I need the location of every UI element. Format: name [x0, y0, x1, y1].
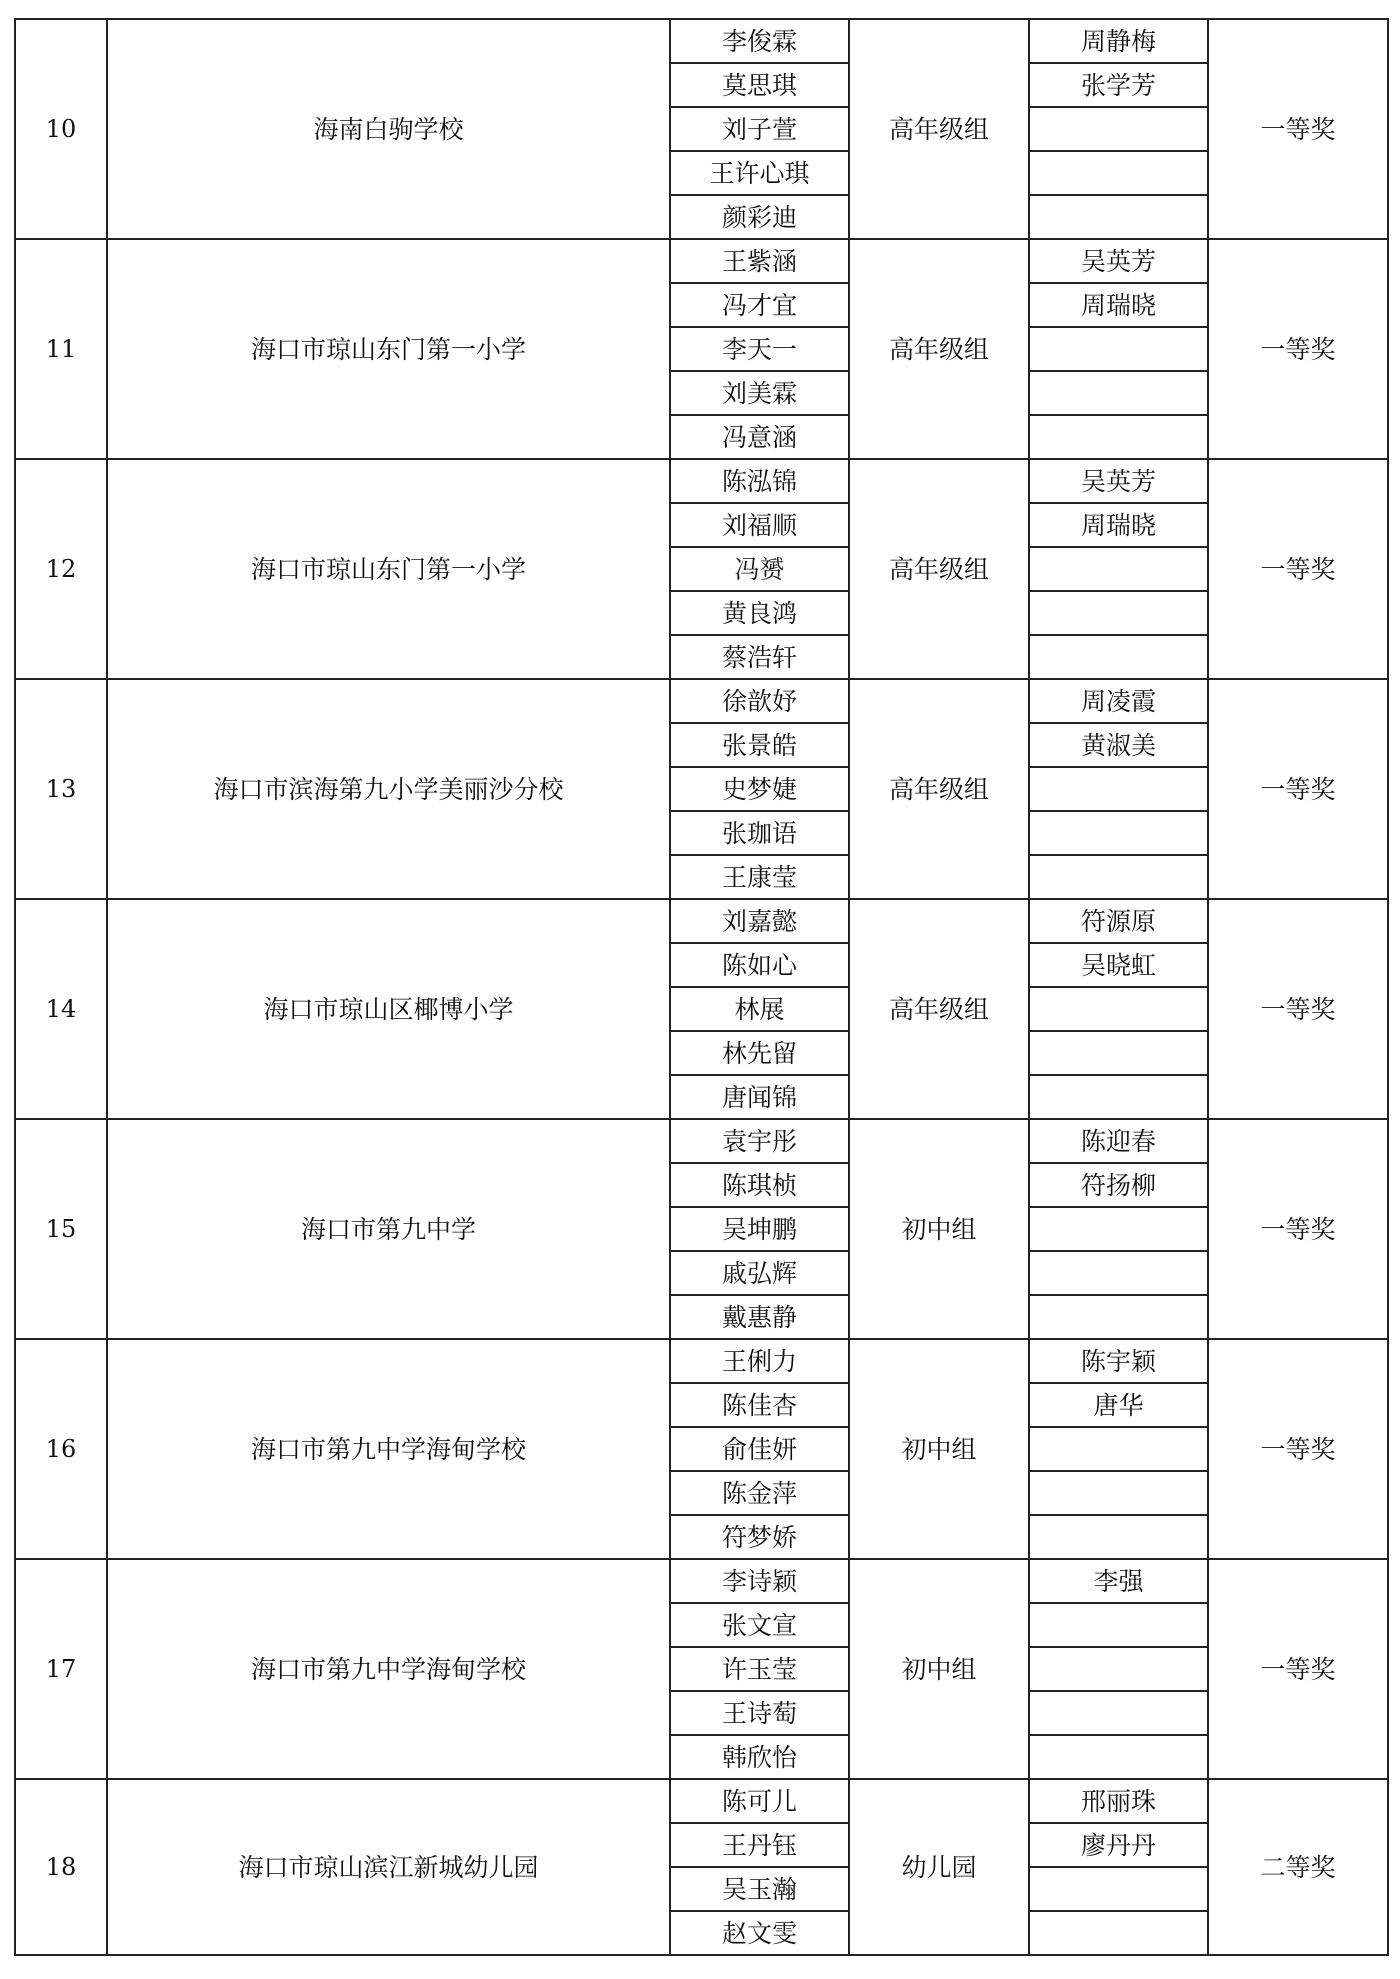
entry-number: 11 [15, 239, 107, 459]
teacher-name: 唐华 [1029, 1383, 1208, 1427]
student-name: 戴惠静 [670, 1295, 849, 1339]
student-name: 李诗颖 [670, 1559, 849, 1603]
award-level: 一等奖 [1208, 19, 1388, 239]
table-row [15, 1119, 1388, 1163]
student-name: 吴玉瀚 [670, 1867, 849, 1911]
student-name: 史梦婕 [670, 767, 849, 811]
student-name: 张珈语 [670, 811, 849, 855]
student-name: 陈琪桢 [670, 1163, 849, 1207]
student-name: 唐闻锦 [670, 1075, 849, 1119]
school-name: 海口市第九中学 [107, 1119, 670, 1339]
group-name: 高年级组 [849, 19, 1029, 239]
student-name: 袁宇彤 [670, 1119, 849, 1163]
student-name: 陈泓锦 [670, 459, 849, 503]
teacher-name [1029, 1471, 1208, 1515]
teacher-name: 符源原 [1029, 899, 1208, 943]
table-row [15, 1559, 1388, 1603]
group-name: 高年级组 [849, 679, 1029, 899]
student-name: 李天一 [670, 327, 849, 371]
teacher-name: 张学芳 [1029, 63, 1208, 107]
table-row [15, 679, 1388, 723]
school-name: 海口市琼山滨江新城幼儿园 [107, 1779, 670, 1955]
teacher-name [1029, 1603, 1208, 1647]
student-name: 蔡浩轩 [670, 635, 849, 679]
student-name: 符梦娇 [670, 1515, 849, 1559]
table-row [15, 1779, 1388, 1823]
group-name: 初中组 [849, 1339, 1029, 1559]
teacher-name [1029, 1867, 1208, 1911]
student-name: 张景皓 [670, 723, 849, 767]
teacher-name: 廖丹丹 [1029, 1823, 1208, 1867]
teacher-name [1029, 1911, 1208, 1955]
school-name: 海南白驹学校 [107, 19, 670, 239]
group-name: 初中组 [849, 1119, 1029, 1339]
teacher-name: 李强 [1029, 1559, 1208, 1603]
student-name: 莫思琪 [670, 63, 849, 107]
award-level: 一等奖 [1208, 679, 1388, 899]
teacher-name [1029, 1647, 1208, 1691]
student-name: 王诗萄 [670, 1691, 849, 1735]
entry-number: 10 [15, 19, 107, 239]
teacher-name: 陈迎春 [1029, 1119, 1208, 1163]
award-level: 二等奖 [1208, 1779, 1388, 1955]
teacher-name [1029, 855, 1208, 899]
teacher-name: 周静梅 [1029, 19, 1208, 63]
group-name: 高年级组 [849, 459, 1029, 679]
teacher-name [1029, 327, 1208, 371]
school-name: 海口市滨海第九小学美丽沙分校 [107, 679, 670, 899]
teacher-name [1029, 811, 1208, 855]
teacher-name [1029, 1691, 1208, 1735]
student-name: 林展 [670, 987, 849, 1031]
entry-number: 14 [15, 899, 107, 1119]
group-name: 幼儿园 [849, 1779, 1029, 1955]
award-level: 一等奖 [1208, 1339, 1388, 1559]
entry-number: 16 [15, 1339, 107, 1559]
student-name: 陈佳杏 [670, 1383, 849, 1427]
teacher-name [1029, 1735, 1208, 1779]
student-name: 冯意涵 [670, 415, 849, 459]
school-name: 海口市第九中学海甸学校 [107, 1339, 670, 1559]
table-row [15, 19, 1388, 63]
student-name: 陈如心 [670, 943, 849, 987]
award-level: 一等奖 [1208, 239, 1388, 459]
student-name: 张文宣 [670, 1603, 849, 1647]
school-name: 海口市琼山区椰博小学 [107, 899, 670, 1119]
teacher-name [1029, 591, 1208, 635]
entry-number: 18 [15, 1779, 107, 1955]
teacher-name [1029, 195, 1208, 239]
group-name: 高年级组 [849, 899, 1029, 1119]
teacher-name [1029, 371, 1208, 415]
student-name: 刘子萱 [670, 107, 849, 151]
award-level: 一等奖 [1208, 899, 1388, 1119]
student-name: 刘嘉懿 [670, 899, 849, 943]
table-row [15, 459, 1388, 503]
teacher-name [1029, 1207, 1208, 1251]
entry-number: 15 [15, 1119, 107, 1339]
group-name: 初中组 [849, 1559, 1029, 1779]
table-row [15, 1339, 1388, 1383]
entry-number: 17 [15, 1559, 107, 1779]
student-name: 王紫涵 [670, 239, 849, 283]
table-row [15, 239, 1388, 283]
teacher-name [1029, 415, 1208, 459]
teacher-name [1029, 107, 1208, 151]
student-name: 赵文雯 [670, 1911, 849, 1955]
student-name: 林先留 [670, 1031, 849, 1075]
teacher-name: 周瑞晓 [1029, 503, 1208, 547]
school-name: 海口市琼山东门第一小学 [107, 459, 670, 679]
teacher-name: 黄淑美 [1029, 723, 1208, 767]
teacher-name: 周瑞晓 [1029, 283, 1208, 327]
entry-number: 13 [15, 679, 107, 899]
teacher-name: 邢丽珠 [1029, 1779, 1208, 1823]
table-row [15, 899, 1388, 943]
teacher-name: 符扬柳 [1029, 1163, 1208, 1207]
teacher-name: 吴晓虹 [1029, 943, 1208, 987]
student-name: 陈可儿 [670, 1779, 849, 1823]
student-name: 戚弘辉 [670, 1251, 849, 1295]
teacher-name [1029, 635, 1208, 679]
student-name: 陈金萍 [670, 1471, 849, 1515]
student-name: 徐歆妤 [670, 679, 849, 723]
student-name: 俞佳妍 [670, 1427, 849, 1471]
award-table [14, 18, 1389, 1956]
student-name: 颜彩迪 [670, 195, 849, 239]
teacher-name: 吴英芳 [1029, 239, 1208, 283]
teacher-name [1029, 547, 1208, 591]
teacher-name [1029, 767, 1208, 811]
teacher-name [1029, 1427, 1208, 1471]
teacher-name: 吴英芳 [1029, 459, 1208, 503]
group-name: 高年级组 [849, 239, 1029, 459]
teacher-name [1029, 1075, 1208, 1119]
student-name: 王康莹 [670, 855, 849, 899]
school-name: 海口市第九中学海甸学校 [107, 1559, 670, 1779]
student-name: 吴坤鹏 [670, 1207, 849, 1251]
student-name: 刘福顺 [670, 503, 849, 547]
student-name: 冯才宜 [670, 283, 849, 327]
school-name: 海口市琼山东门第一小学 [107, 239, 670, 459]
teacher-name: 陈宇颖 [1029, 1339, 1208, 1383]
award-table-body [15, 19, 1388, 1955]
student-name: 李俊霖 [670, 19, 849, 63]
student-name: 冯赟 [670, 547, 849, 591]
teacher-name: 周凌霞 [1029, 679, 1208, 723]
student-name: 王丹钰 [670, 1823, 849, 1867]
student-name: 韩欣怡 [670, 1735, 849, 1779]
teacher-name [1029, 1295, 1208, 1339]
entry-number: 12 [15, 459, 107, 679]
award-level: 一等奖 [1208, 1119, 1388, 1339]
teacher-name [1029, 1515, 1208, 1559]
teacher-name [1029, 987, 1208, 1031]
student-name: 刘美霖 [670, 371, 849, 415]
student-name: 许玉莹 [670, 1647, 849, 1691]
student-name: 黄良鸿 [670, 591, 849, 635]
teacher-name [1029, 1251, 1208, 1295]
student-name: 王许心琪 [670, 151, 849, 195]
teacher-name [1029, 151, 1208, 195]
teacher-name [1029, 1031, 1208, 1075]
student-name: 王俐力 [670, 1339, 849, 1383]
award-level: 一等奖 [1208, 1559, 1388, 1779]
award-level: 一等奖 [1208, 459, 1388, 679]
